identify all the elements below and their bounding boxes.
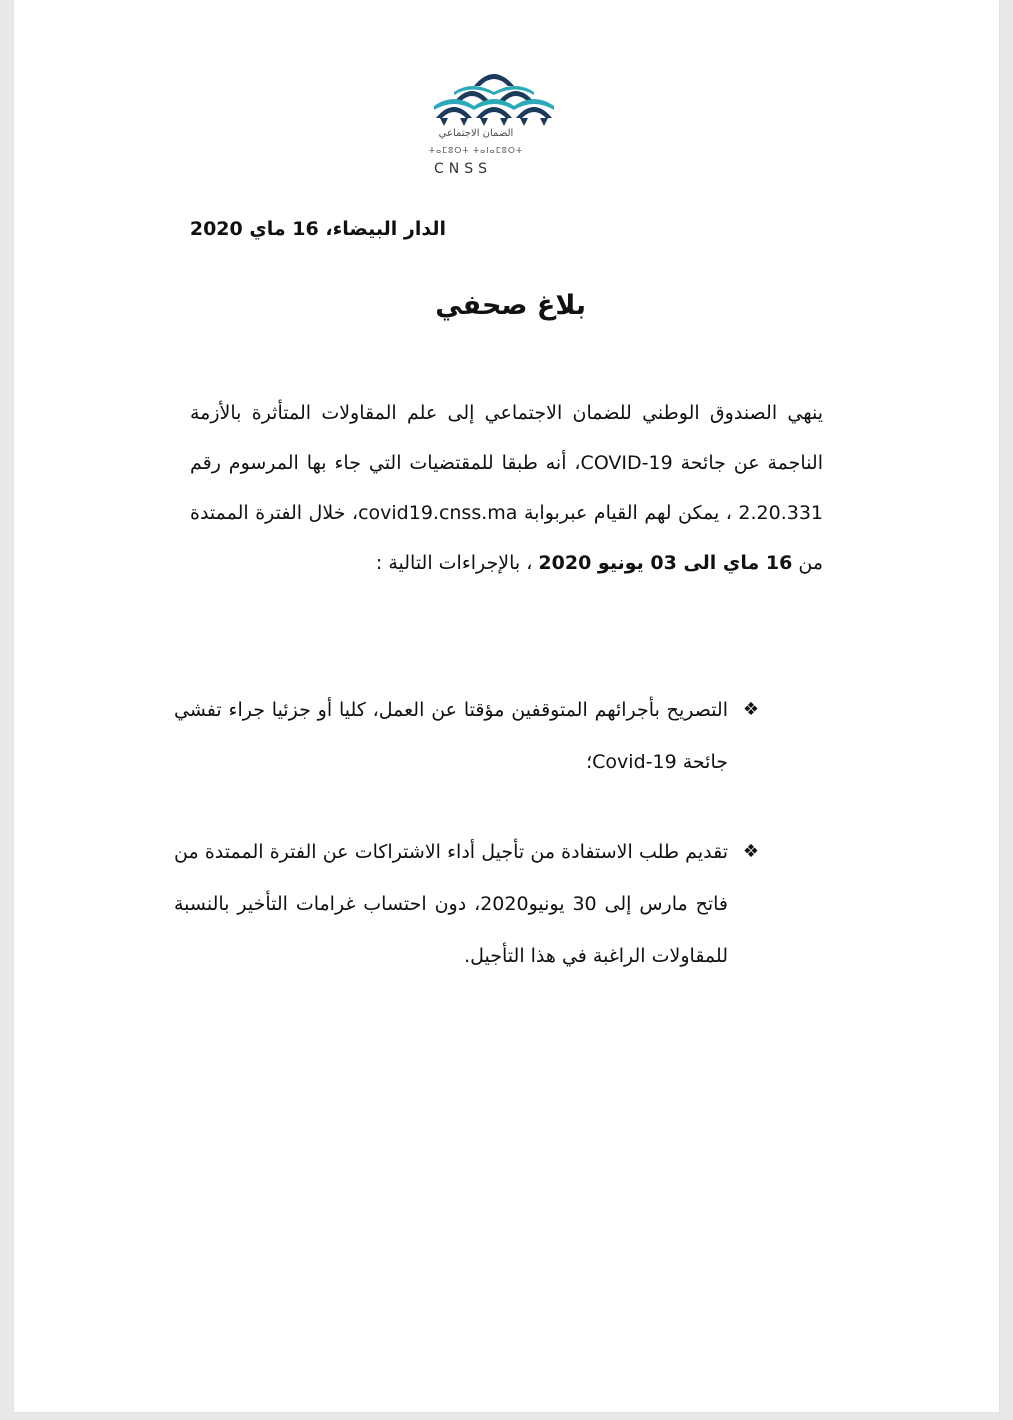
bullet-diamond-icon: ❖ [742,841,760,862]
document-page [14,0,999,1412]
list-item-text: التصريح بأجرائهم المتوقفين مؤقتا عن العمل، كليا أو جزئيا جراء تفشي جائحة Covid-19؛ [174,699,728,773]
logo-arabic-text: الضمان الاجتماعي [438,128,514,139]
dateline-date: 16 ماي 2020 [189,218,319,240]
document-title: بلاغ صحفي [435,290,586,321]
list-item [174,684,764,788]
bullet-diamond-icon: ❖ [742,699,760,720]
main-paragraph [190,388,823,588]
dateline [134,215,446,243]
logo-abbreviation: CNSS [434,161,493,177]
list-item [174,826,764,982]
list-item-text: تقديم طلب الاستفادة من تأجيل أداء الاشتراكات عن الفترة الممتدة من فاتح مارس إلى 30 يونيو2020، دون احتساب غرامات التأخير بالنسبة للمقاولات الراغبة في هذا التأجيل. [174,841,729,967]
logo-tifinagh-text: ⵜⴰⵎⵓⵔⵜ ⵜⴰⵏⴰⵎⵓⵔⵜ [428,146,524,155]
paragraph-part1: ينهي الصندوق الوطني للضمان الاجتماعي إلى علم المقاولات المتأثرة بالأزمة الناجمة عن جائحة COVID-19، أنه طبقا للمقتضيات التي جاء بها المرسوم رقم 2.20.331 ، يمكن لهم القيام عبربوابة covid19.cnss.ma، خلال الفترة الممتدة من [190,402,823,574]
paragraph-part2: ، بالإجراءات التالية : [375,552,533,574]
dateline-city: الدار البيضاء، [325,218,446,240]
paragraph-period: 16 ماي الى 03 يونيو 2020 [538,552,793,574]
